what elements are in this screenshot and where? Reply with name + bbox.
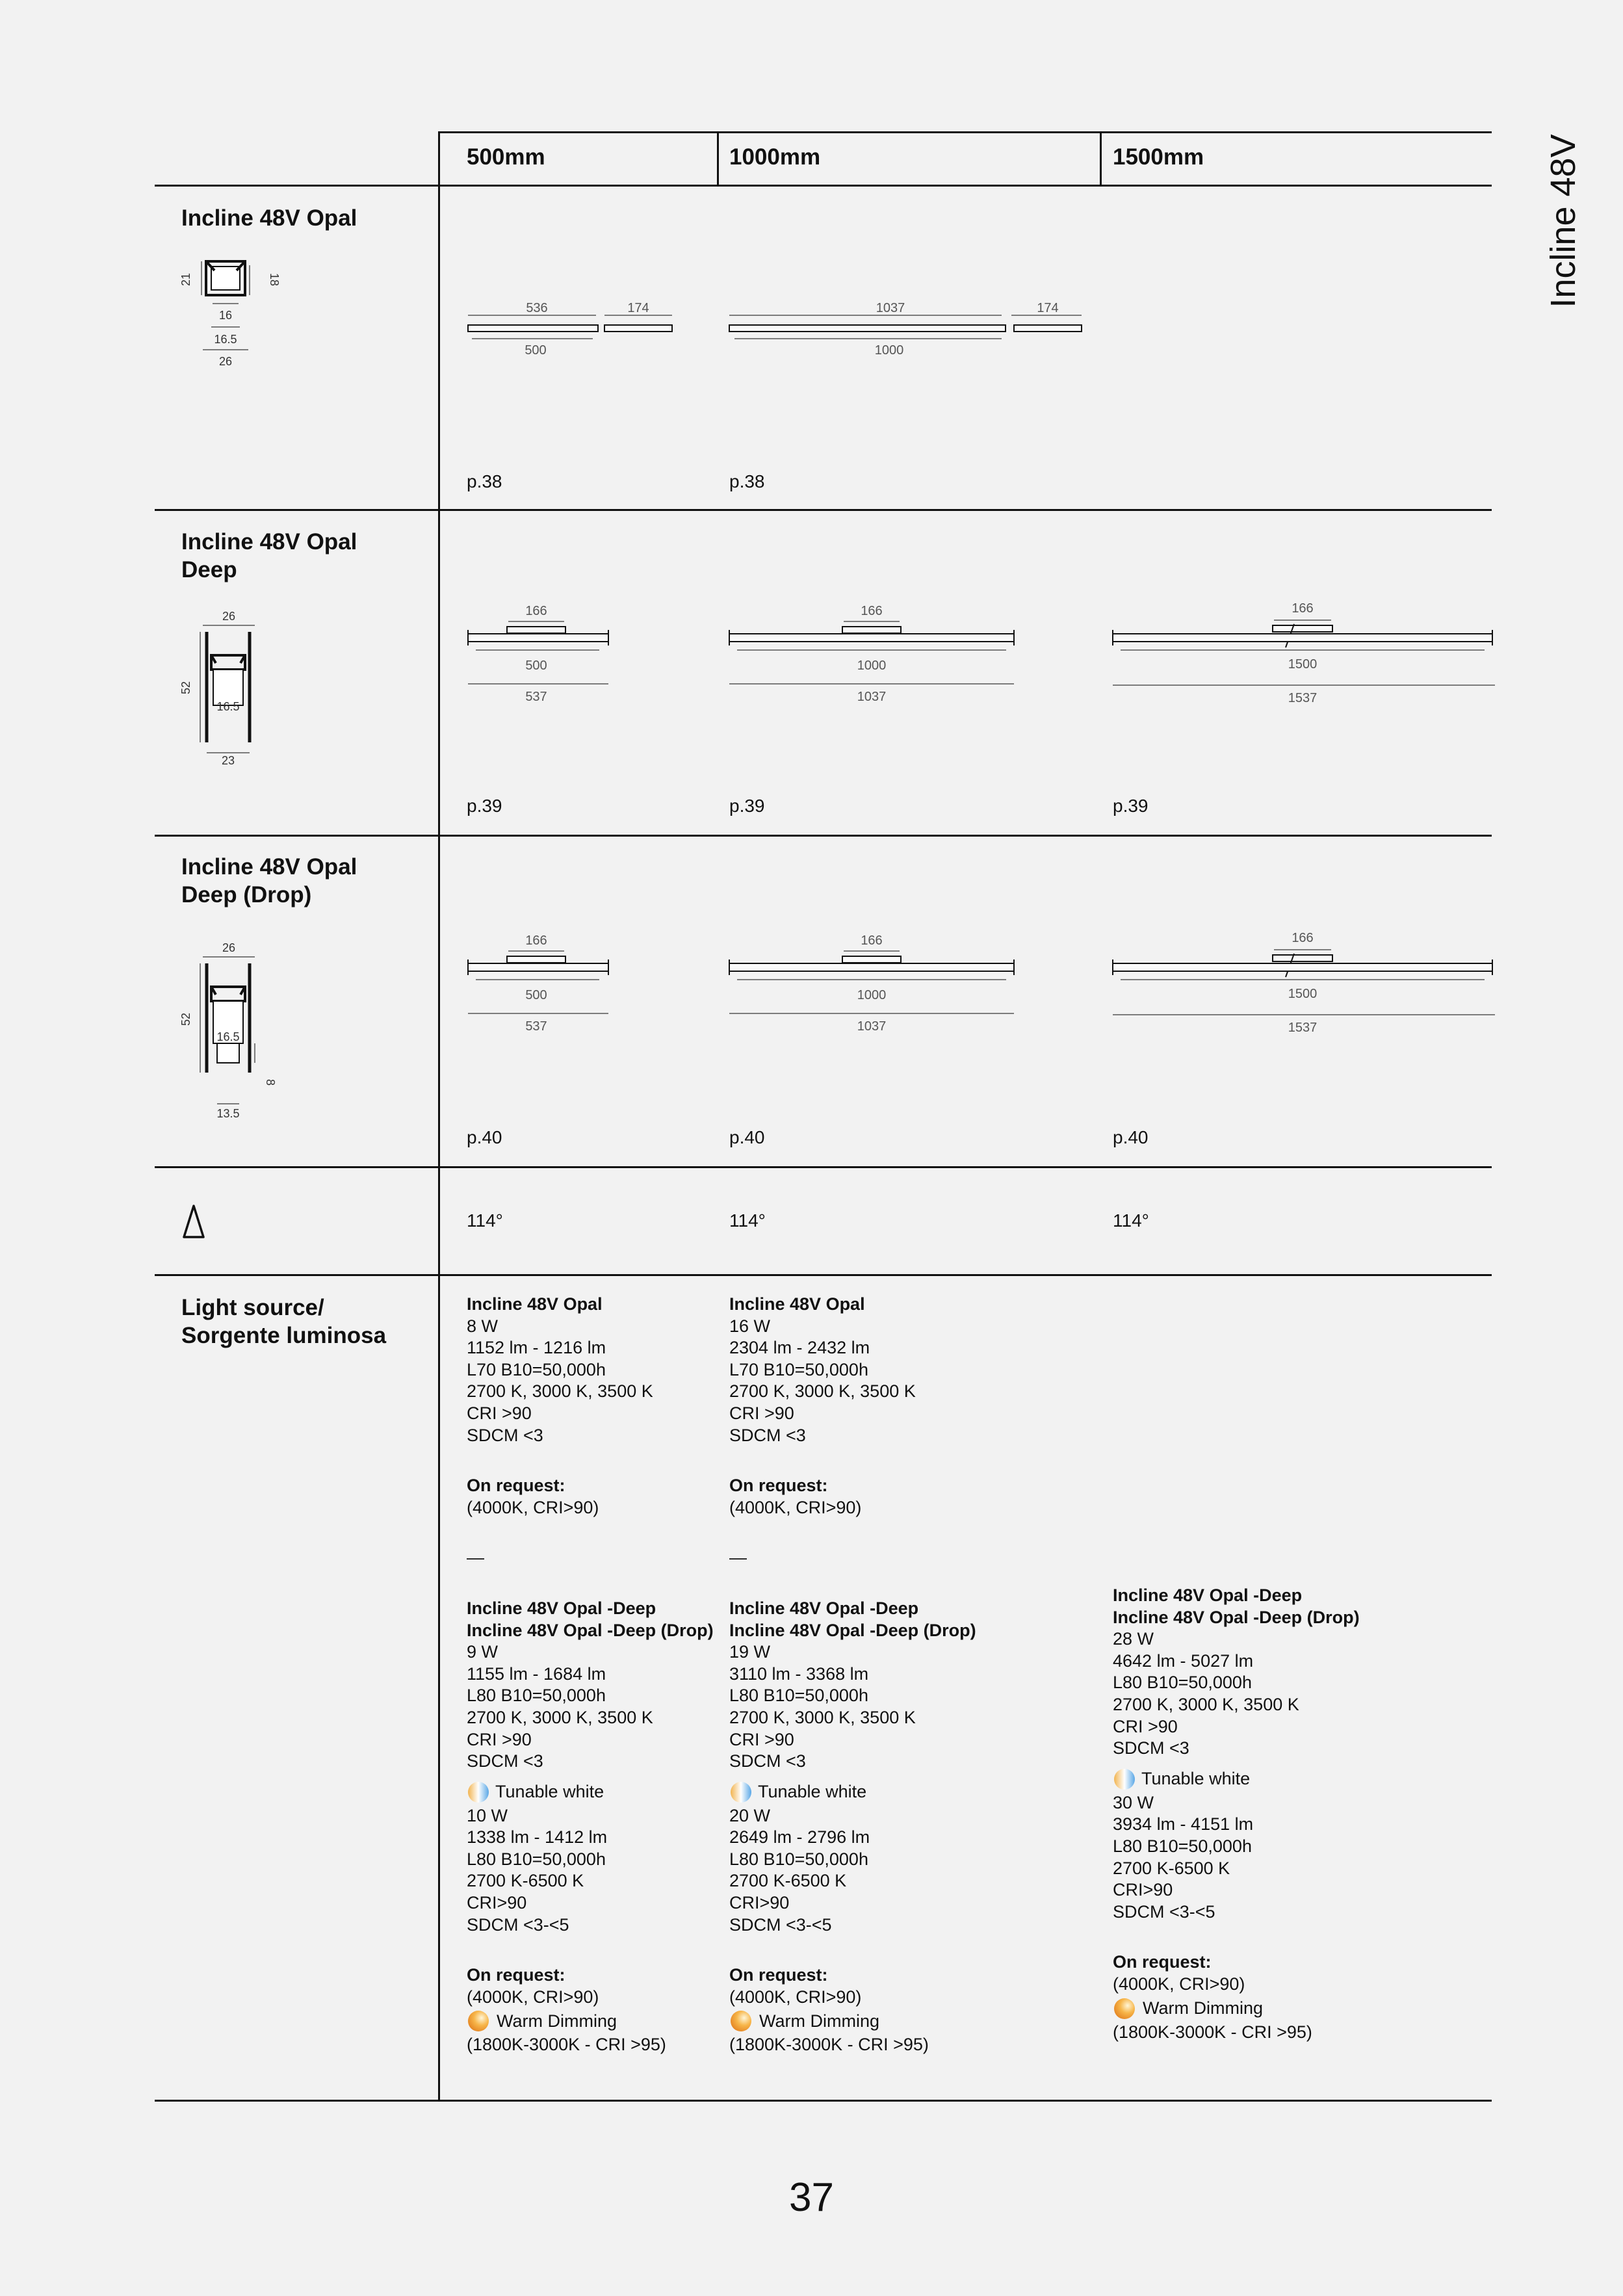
dim-166: 166	[861, 933, 883, 948]
profile-dim-13-5: 13.5	[216, 1107, 240, 1120]
page-ref: p.40	[729, 1127, 765, 1147]
side-title: Incline 48V	[1544, 134, 1583, 308]
dim-500: 500	[525, 659, 547, 673]
dim-1000: 1000	[857, 988, 887, 1002]
profile-dim-52: 52	[179, 1012, 192, 1026]
profile-deep-drawing	[175, 605, 292, 774]
warm-dimming-badge: Warm Dimming	[1113, 1996, 1360, 2022]
page-ref: p.39	[729, 796, 765, 816]
row-rule-4	[155, 1274, 1492, 1276]
tunable-white-badge: Tunable white	[729, 1779, 976, 1805]
tunable-white-badge: Tunable white	[1113, 1766, 1360, 1792]
column-header-500: 500mm	[467, 144, 545, 170]
column-header-1500: 1500mm	[1113, 144, 1204, 170]
dim-166: 166	[1292, 931, 1314, 945]
profile-deep-drop-drawing	[175, 936, 292, 1125]
page-ref: p.39	[467, 796, 502, 816]
row-rule-3	[155, 1166, 1492, 1168]
profile-dim-16-5: 16.5	[216, 700, 240, 713]
profile-dim-23: 23	[221, 754, 235, 767]
dim-166: 166	[1292, 601, 1314, 616]
drawing-deep-1500	[1109, 598, 1499, 709]
page-ref: p.40	[1113, 1127, 1149, 1147]
dim-500: 500	[525, 343, 547, 358]
page-number: 37	[789, 2175, 834, 2220]
warm-dimming-icon	[467, 2009, 493, 2033]
table-bottom-rule	[155, 2100, 1492, 2102]
profile-dim-26: 26	[218, 355, 233, 368]
profile-dim-52: 52	[179, 681, 192, 695]
separator-dash: —	[467, 1548, 484, 1568]
drawing-deep-1000	[725, 598, 1018, 709]
page-ref: p.38	[729, 471, 765, 491]
dim-536: 536	[526, 301, 548, 315]
row-title-opal-deep: Incline 48V Opal Deep	[181, 529, 357, 582]
warm-dimming-icon	[729, 2009, 755, 2033]
profile-dim-8: 8	[264, 1078, 277, 1086]
beam-angle-icon	[181, 1203, 207, 1242]
dim-1000: 1000	[874, 343, 904, 358]
tunable-white-badge: Tunable white	[467, 1779, 714, 1805]
row-title-opal: Incline 48V Opal	[181, 205, 357, 231]
row-rule-1	[155, 509, 1492, 511]
profile-dim-21: 21	[179, 272, 192, 287]
light-source-col-500: Incline 48V Opal 8 W 1152 lm - 1216 lm L70 B10=50,000h 2700 K, 3000 K, 3500 K CRI >90 SDCM <3 On request: (4000K, CRI>90) — Incline 48V Opal -Deep Incline 48V Opal -Deep (Drop) 9 W 1155 lm - 1684 lm L80 B10=50,000h 2700 K, 3000 K, 3500 K CRI >90 SDCM <3 Tunable white 10 W 1338 lm - 1412 lm L80 B10=50,000h 2700 K-6500 K CRI>90 SDCM <3-<5 On request: (4000K, CRI>90) Warm Dimming (1800K-3000K - CRI >95)	[467, 1294, 714, 2055]
beam-angle-1500: 114°	[1113, 1210, 1149, 1231]
warm-dimming-badge: Warm Dimming	[467, 2008, 714, 2034]
tunable-white-icon	[467, 1781, 493, 1804]
dim-166: 166	[861, 604, 883, 618]
beam-angle-1000: 114°	[729, 1210, 766, 1231]
row-title-light-source: Light source/ Sorgente luminosa	[181, 1295, 387, 1348]
dim-1037: 1037	[857, 1019, 887, 1034]
warm-dimming-badge: Warm Dimming	[729, 2008, 976, 2034]
profile-dim-18: 18	[268, 272, 281, 287]
column-header-1000: 1000mm	[729, 144, 821, 170]
profile-opal-drawing	[175, 254, 292, 374]
drawing-opal-500	[463, 296, 677, 367]
dim-1000: 1000	[857, 659, 887, 673]
warm-dimming-icon	[1113, 1997, 1139, 2020]
dim-1537: 1537	[1288, 691, 1318, 705]
page-ref: p.40	[467, 1127, 502, 1147]
row-rule-2	[155, 835, 1492, 837]
dim-166: 166	[525, 933, 547, 948]
profile-dim-26: 26	[222, 610, 236, 623]
profile-dim-16: 16	[218, 309, 233, 322]
drawing-opal-1000	[725, 296, 1089, 367]
page-ref: p.39	[1113, 796, 1149, 816]
drawing-drop-500	[463, 928, 612, 1038]
page-ref: p.38	[467, 471, 502, 491]
beam-angle-500: 114°	[467, 1210, 503, 1231]
dim-1500: 1500	[1288, 987, 1318, 1001]
header-bottom-rule	[155, 185, 1492, 187]
header-divider-1	[717, 131, 719, 186]
dim-1500: 1500	[1288, 657, 1318, 672]
dim-1037: 1037	[876, 301, 905, 315]
separator-dash: —	[729, 1548, 747, 1568]
dim-537: 537	[525, 690, 547, 704]
dim-166: 166	[525, 604, 547, 618]
row-title-opal-deep-drop: Incline 48V Opal Deep (Drop)	[181, 854, 357, 907]
dim-537: 537	[525, 1019, 547, 1034]
profile-dim-16-5: 16.5	[216, 1030, 240, 1043]
table-top-rule	[438, 131, 1492, 133]
first-column-rule	[438, 131, 440, 2102]
profile-dim-26: 26	[222, 941, 236, 954]
light-source-col-1000: Incline 48V Opal 16 W 2304 lm - 2432 lm L70 B10=50,000h 2700 K, 3000 K, 3500 K CRI >90 SDCM <3 On request: (4000K, CRI>90) — Incline 48V Opal -Deep Incline 48V Opal -Deep (Drop) 19 W 3110 lm - 3368 lm L80 B10=50,000h 2700 K, 3000 K, 3500 K CRI >90 SDCM <3 Tunable white 20 W 2649 lm - 2796 lm L80 B10=50,000h 2700 K-6500 K CRI>90 SDCM <3-<5 On request: (4000K, CRI>90) Warm Dimming (1800K-3000K - CRI >95)	[729, 1294, 976, 2055]
drawing-deep-500	[463, 598, 612, 709]
dim-174: 174	[627, 301, 649, 315]
drawing-drop-1000	[725, 928, 1018, 1038]
drawing-drop-1500	[1109, 928, 1499, 1038]
dim-174: 174	[1037, 301, 1059, 315]
tunable-white-icon	[729, 1781, 755, 1804]
tunable-white-icon	[1113, 1768, 1139, 1791]
dim-1037: 1037	[857, 690, 887, 704]
profile-dim-16-5: 16.5	[214, 333, 237, 346]
header-divider-2	[1100, 131, 1102, 186]
dim-500: 500	[525, 988, 547, 1002]
light-source-col-1500: Incline 48V Opal -Deep Incline 48V Opal -Deep (Drop) 28 W 4642 lm - 5027 lm L80 B10=50,000h 2700 K, 3000 K, 3500 K CRI >90 SDCM <3 Tunable white 30 W 3934 lm - 4151 lm L80 B10=50,000h 2700 K-6500 K CRI>90 SDCM <3-<5 On request: (4000K, CRI>90) Warm Dimming (1800K-3000K - CRI >95)	[1113, 1585, 1360, 2042]
dim-1537: 1537	[1288, 1021, 1318, 1035]
